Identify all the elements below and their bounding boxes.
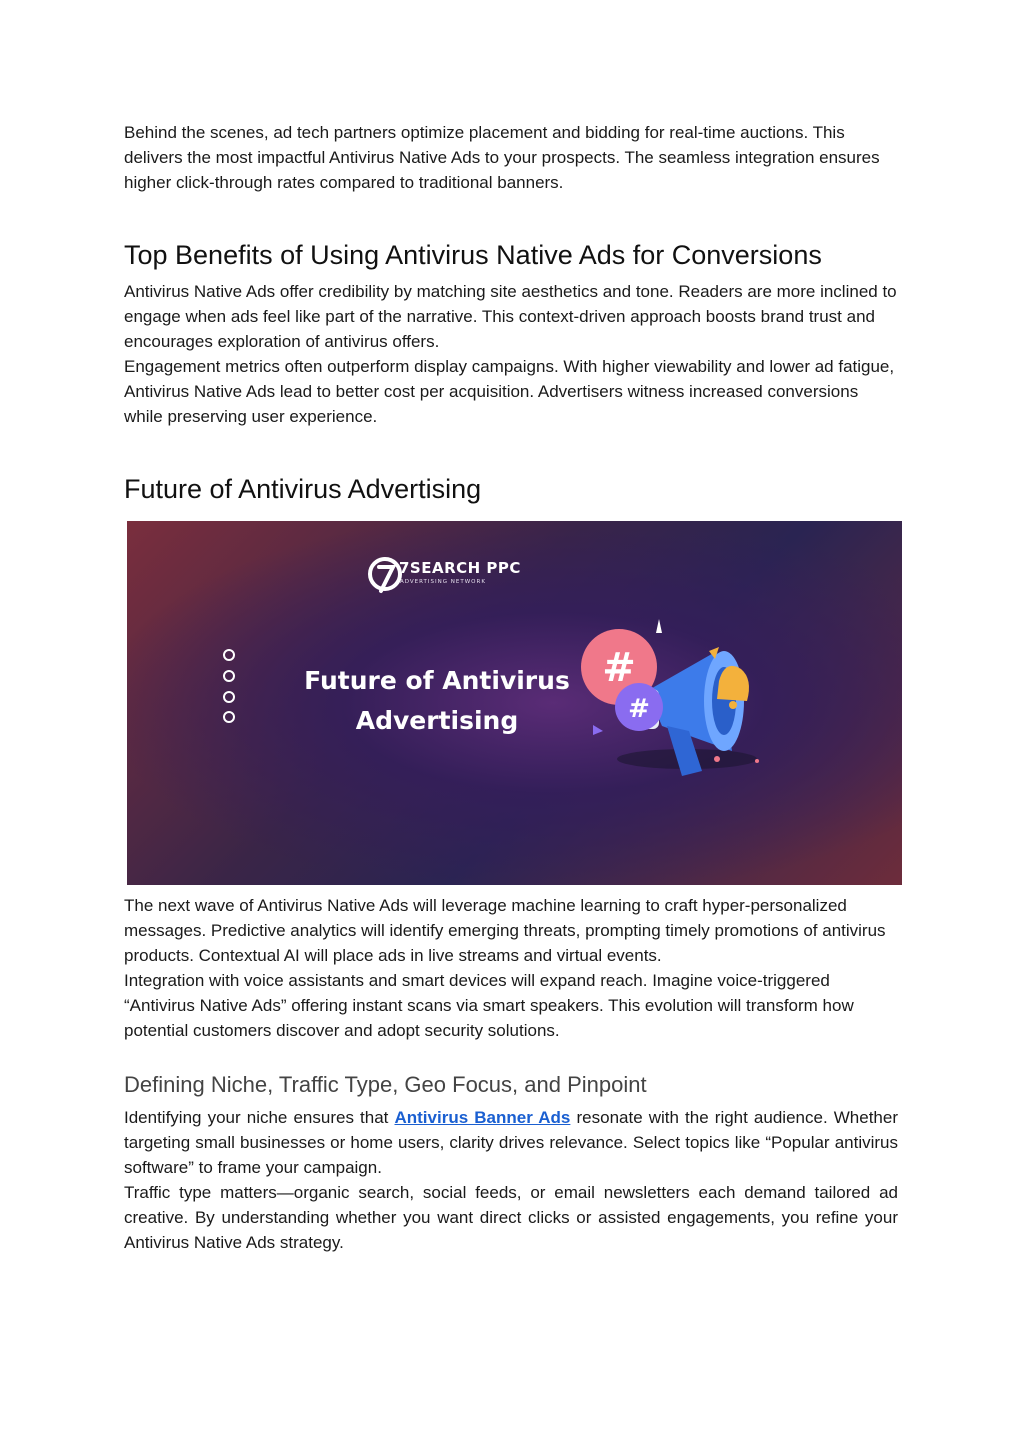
carousel-dots-icon [224,650,234,722]
benefits-paragraph-1: Antivirus Native Ads offer credibility by matching site aesthetics and tone. Readers are more inclined to engage when ads feel like part of the narrative. This context-driven approach boosts brand trust and encourages exploration of antivirus offers. [124,282,897,351]
future-heading: Future of Antivirus Advertising [124,474,482,504]
intro-paragraph: Behind the scenes, ad tech partners optimize placement and bidding for real-time auctions. This delivers the most impactful Antivirus Native Ads to your prospects. The seamless integration ensures higher click-through rates compared to traditional banners. [124,123,880,192]
svg-text:#: # [602,645,636,691]
hashtag-bubble-small-icon [615,683,663,731]
niche-paragraph-2: Traffic type matters—organic search, social feeds, or email newsletters each demand tailored ad creative. By understanding whether you want direct clicks or assisted engagements, you refine your Antivirus Native Ads strategy. [124,1183,898,1252]
niche-paragraph-1-lead: Identifying your niche ensures that [124,1108,395,1127]
banner-logo-subtext: ADVERTISING NETWORK [400,579,486,585]
svg-text:#: # [628,694,650,724]
benefits-heading: Top Benefits of Using Antivirus Native Ads for Conversions [124,240,822,270]
niche-paragraph-1-tail: resonate with the right audience. Whether targeting small businesses or home users, clarity drives relevance. Select topics like “Popular antivirus software” to frame your campaign. [124,1108,898,1177]
logo-mark-icon [370,559,400,591]
banner-logo-text: 7SEARCH PPC [399,559,521,577]
document-page [124,120,898,1255]
banner-title: Future of Antivirus Advertising [304,666,570,735]
antivirus-banner-ads-link[interactable]: Antivirus Banner Ads [394,1108,571,1127]
niche-heading: Defining Niche, Traffic Type, Geo Focus, and Pinpoint [124,1072,647,1097]
future-paragraph-1: The next wave of Antivirus Native Ads will leverage machine learning to craft hyper-personalized messages. Predictive analytics will identify emerging threats, prompting timely promotions of antivirus products. Contextual AI will place ads in live streams and virtual events. [124,896,886,965]
future-banner-image [127,521,902,885]
niche-paragraph-1 [124,1105,898,1180]
benefits-paragraph-2: Engagement metrics often outperform display campaigns. With higher viewability and lower ad fatigue, Antivirus Native Ads lead to better cost per acquisition. Advertisers witness increased conversions while preserving user experience. [124,357,895,426]
future-paragraph-2: Integration with voice assistants and smart devices will expand reach. Imagine voice-triggered “Antivirus Native Ads” offering instant scans via smart speakers. This evolution will transform how potential customers discover and adopt security solutions. [124,971,854,1040]
